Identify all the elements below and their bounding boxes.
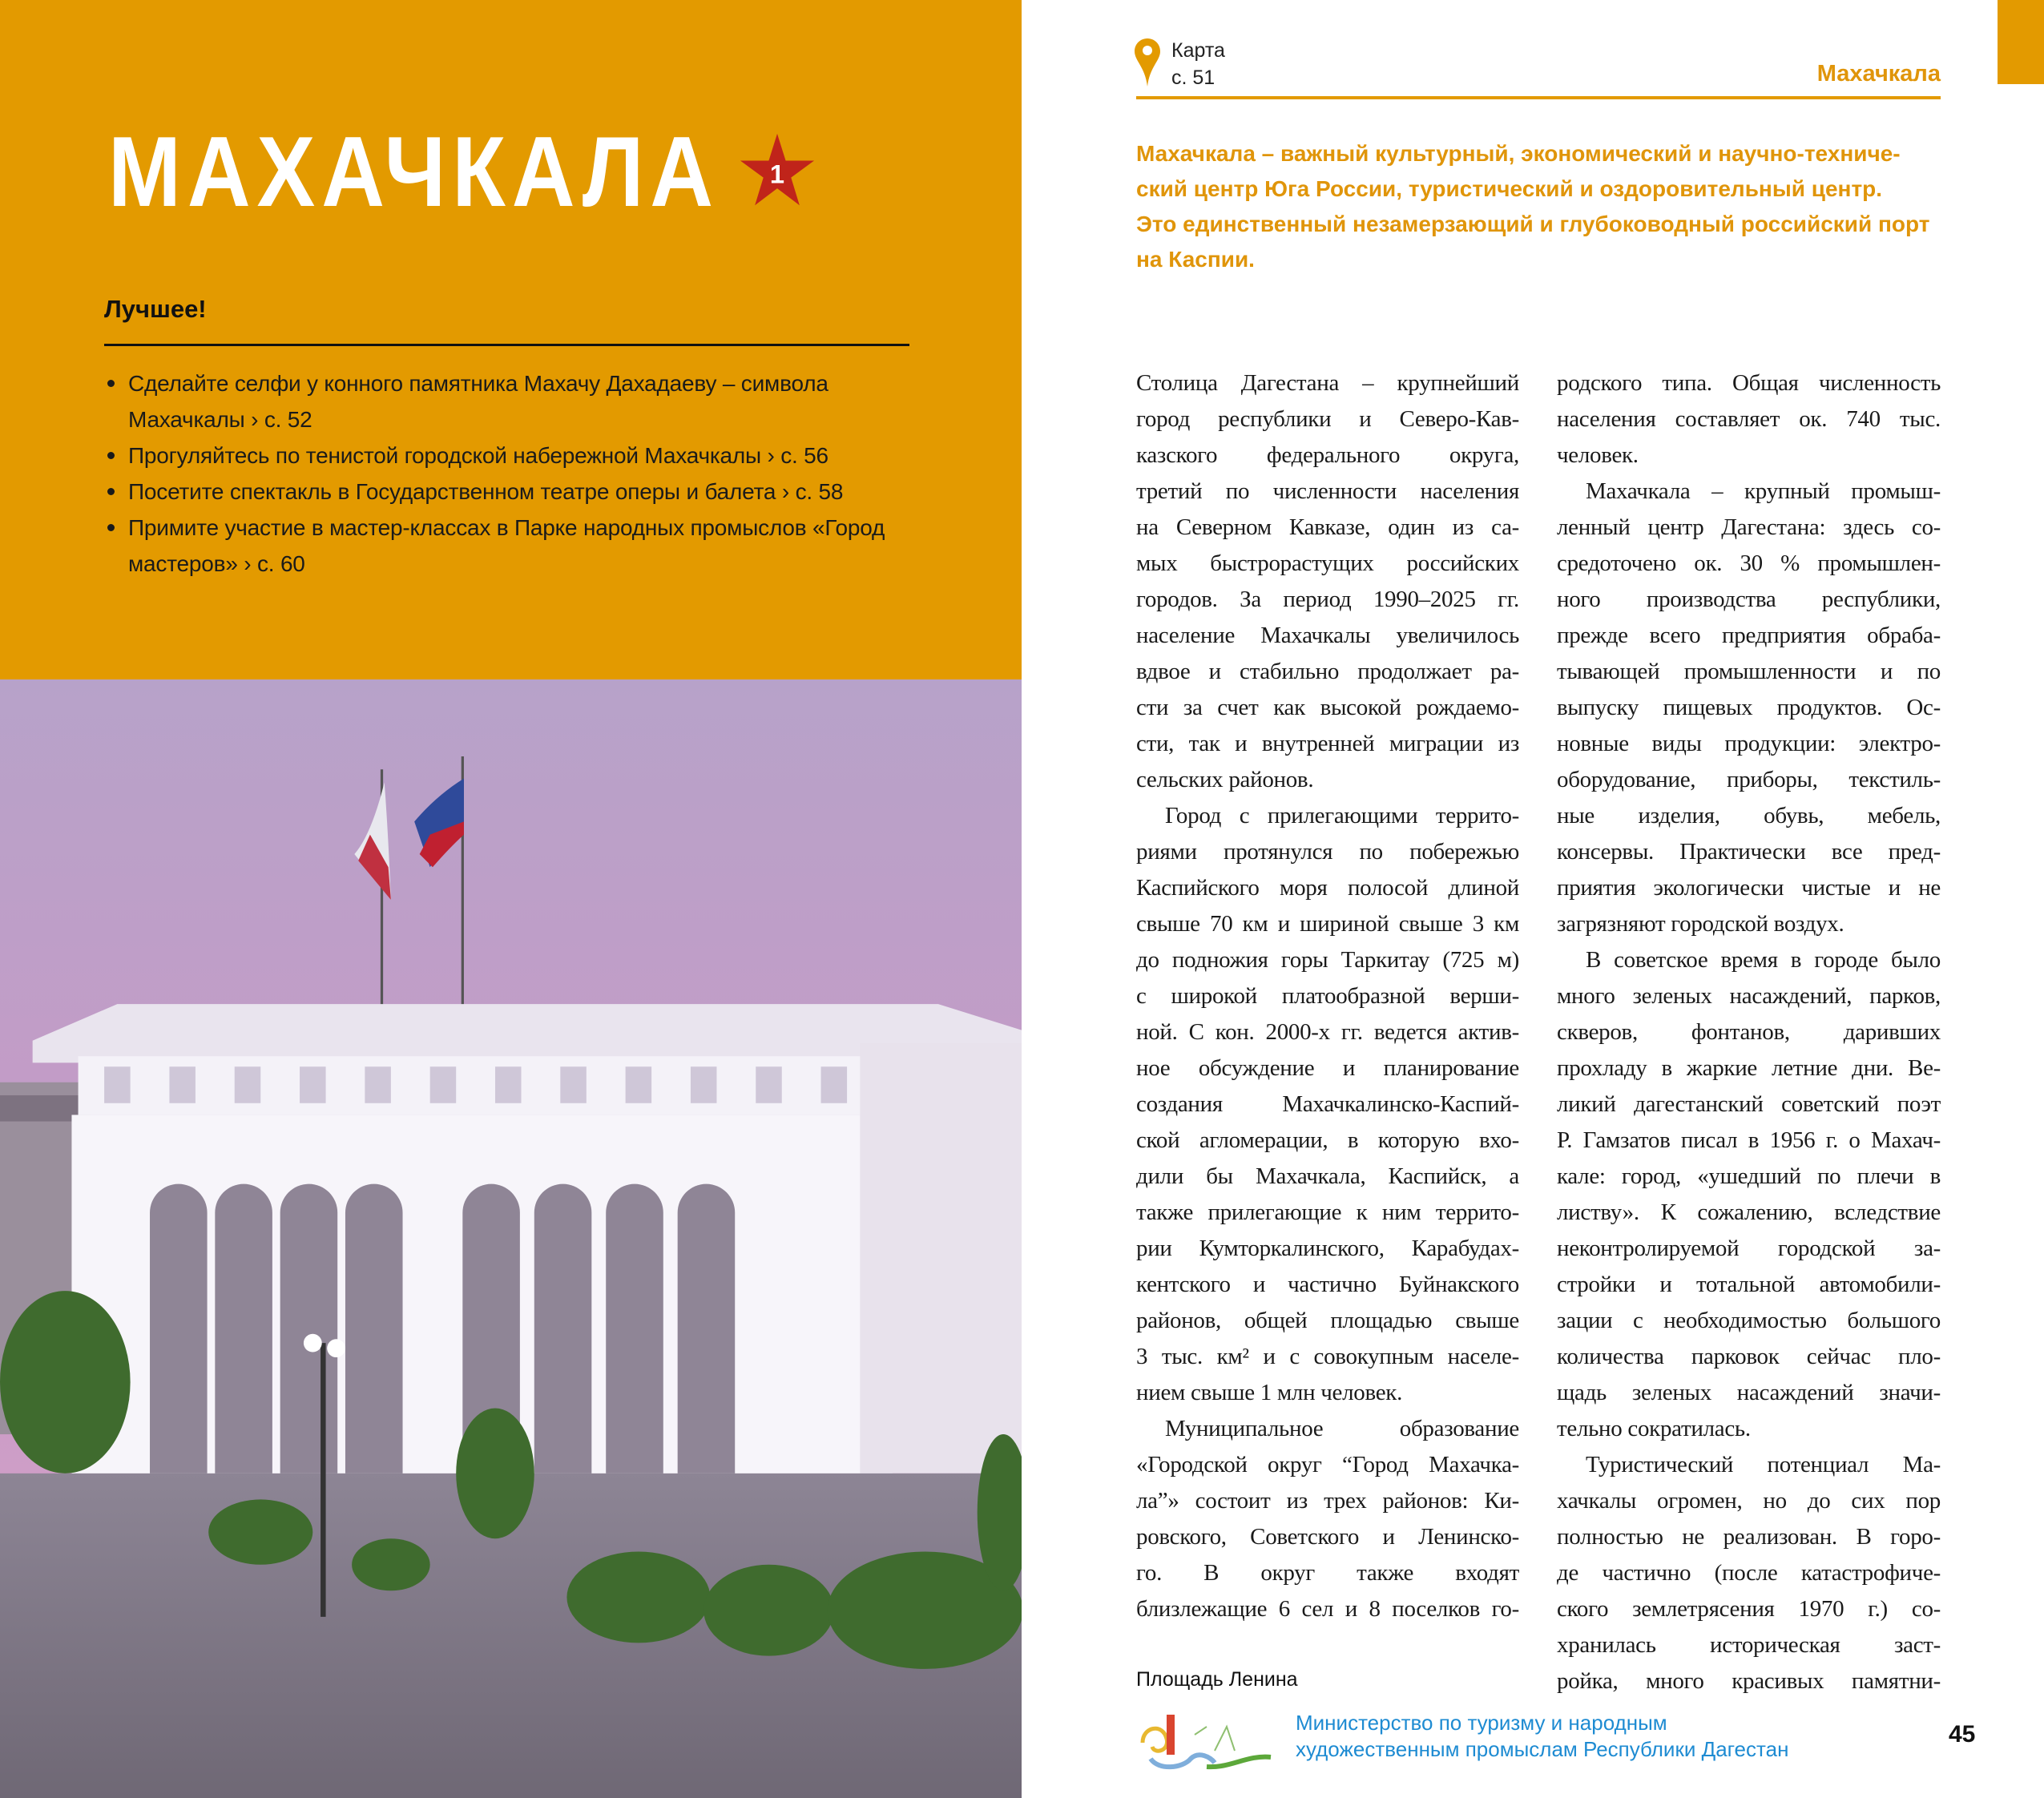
text-line: рии Кумторкалинского, Карабудах-	[1136, 1236, 1519, 1261]
text-line: на Северном Кавказе, один из са-	[1136, 514, 1519, 540]
text-line: ского землетрясения 1970 г.) со-	[1557, 1596, 1941, 1622]
best-item-text: Прогуляйтесь по тенистой городской набережной Махачкалы › с. 56	[128, 443, 828, 468]
text-line: Каспийского моря полосой длиной	[1136, 875, 1519, 901]
text-line: де частично (после катастрофиче-	[1557, 1560, 1941, 1586]
text-line: также прилегающие к ним террито-	[1136, 1199, 1519, 1225]
text-line: мых быстрорастущих российских	[1136, 550, 1519, 576]
text-line: Р. Гамзатов писал в 1956 г. о Махач-	[1557, 1127, 1941, 1153]
text-line: родского типа. Общая численность	[1557, 370, 1941, 396]
bullet-icon	[107, 524, 115, 531]
ministry-logo-icon	[1135, 1711, 1279, 1775]
paragraph	[1557, 942, 1941, 1447]
text-line: нием свыше 1 млн человек.	[1136, 1380, 1403, 1405]
text-line: количества парковок сейчас пло-	[1557, 1344, 1941, 1369]
text-line: ного производства республики,	[1557, 587, 1941, 612]
page-number: 45	[1949, 1721, 1976, 1748]
text-line: хачкалы огромен, но до сих пор	[1557, 1488, 1941, 1514]
map-page: с. 51	[1171, 67, 1216, 89]
text-line: городов. За период 1990–2025 гг.	[1136, 587, 1519, 612]
text-line: человек.	[1557, 442, 1639, 468]
text-line: ные изделия, обувь, мебель,	[1557, 803, 1941, 828]
bullet-icon	[107, 380, 115, 387]
text-line: «Городской округ “Город Махачка-	[1136, 1452, 1519, 1478]
text-line: листву». К сожалению, вследствие	[1557, 1199, 1941, 1225]
intro-line: на Каспии.	[1136, 247, 1255, 272]
text-line: свыше 70 км и шириной свыше 3 км	[1136, 911, 1519, 937]
text-line: В советское время в городе было	[1586, 947, 1941, 973]
text-line: средоточено ок. 30 % промышлен-	[1557, 550, 1941, 576]
text-line: ровского, Советского и Ленинско-	[1136, 1524, 1519, 1550]
text-line: ройка, много красивых памятни-	[1557, 1668, 1941, 1694]
text-line: районов, общей площадью свыше	[1136, 1308, 1519, 1333]
text-line: Туристический потенциал Ма-	[1586, 1452, 1941, 1478]
intro-line: Махачкала – важный культурный, экономический и научно-техниче-	[1136, 141, 1901, 166]
text-line: прохладу в жаркие летние дни. Ве-	[1557, 1055, 1941, 1081]
text-line: близлежащие 6 сел и 8 поселков го-	[1136, 1596, 1519, 1622]
text-line: приятия экологически чистые и не	[1557, 875, 1941, 901]
chapter-tab	[1998, 0, 2044, 84]
paragraph	[1136, 1411, 1519, 1627]
paragraph	[1136, 365, 1519, 798]
text-line: загрязняют городской воздух.	[1557, 911, 1844, 937]
text-line: зации с необходимостью большого	[1557, 1308, 1941, 1333]
text-line: Столица Дагестана – крупнейший	[1136, 370, 1519, 396]
text-line: оборудование, приборы, текстиль-	[1557, 767, 1941, 792]
text-line: скверов, фонтанов, даривших	[1557, 1019, 1941, 1045]
ministry-line: Министерство по туризму и народным	[1296, 1711, 1667, 1735]
text-line: сти, так и внутренней миграции из	[1136, 731, 1519, 756]
text-line: сти за счет как высокой рождаемо-	[1136, 695, 1519, 720]
star-number: 1	[769, 159, 785, 189]
text-line: ленный центр Дагестана: здесь со-	[1557, 514, 1941, 540]
text-line: сельских районов.	[1136, 767, 1314, 792]
text-line: кентского и частично Буйнакского	[1136, 1272, 1519, 1297]
text-line: вдвое и стабильно продолжает ра-	[1136, 659, 1519, 684]
text-line: ла”» состоит из трех районов: Ки-	[1136, 1488, 1519, 1514]
text-line: новные виды продукции: электро-	[1557, 731, 1941, 756]
text-line: го. В округ также входят	[1136, 1560, 1519, 1586]
text-line: риями протянулся по побережью	[1136, 839, 1519, 865]
map-reference[interactable]	[1171, 37, 1225, 91]
ministry-name	[1296, 1710, 1788, 1763]
text-column-1	[1136, 365, 1519, 1627]
text-line: тельно сократилась.	[1557, 1416, 1751, 1441]
text-line: город республики и Северо-Кав-	[1136, 406, 1519, 432]
text-line: хранилась историческая заст-	[1557, 1632, 1941, 1658]
text-line: консервы. Практически все пред-	[1557, 839, 1941, 865]
text-line: щадь зеленых насаждений значи-	[1557, 1380, 1941, 1405]
intro-lead	[1136, 136, 1941, 277]
text-line: до подножия горы Таркитау (725 м)	[1136, 947, 1519, 973]
text-line: полностью не реализован. В горо-	[1557, 1524, 1941, 1550]
text-line: 3 тыс. км² и с совокупным населе-	[1136, 1344, 1519, 1369]
text-line: ной. С кон. 2000-х гг. ведется актив-	[1136, 1019, 1519, 1045]
text-line: стройки и тотальной автомобили-	[1557, 1272, 1941, 1297]
text-line: ликий дагестанский советский поэт	[1557, 1091, 1941, 1117]
text-line: ное обсуждение и планирование	[1136, 1055, 1519, 1081]
text-line: казского федерального округа,	[1136, 442, 1519, 468]
map-pin-icon	[1135, 38, 1160, 87]
best-heading: Лучшее!	[104, 295, 207, 323]
text-line: кале: город, «ушедший по плечи в	[1557, 1163, 1941, 1189]
bullet-icon	[107, 452, 115, 459]
best-item-text: Сделайте селфи у конного памятника Махачу Дахадаеву – символа Махачкалы › с. 52	[128, 371, 828, 432]
text-line: много зеленых насаждений, парков,	[1557, 983, 1941, 1009]
intro-line: ский центр Юга России, туристический и оздоровительный центр.	[1136, 176, 1883, 201]
text-line: с широкой платообразной верши-	[1136, 983, 1519, 1009]
text-line: населения составляет ок. 740 тыс.	[1557, 406, 1941, 432]
text-line: третий по численности населения	[1136, 478, 1519, 504]
text-line: выпуску пищевых продуктов. Ос-	[1557, 695, 1941, 720]
intro-line: Это единственный незамерзающий и глубоководный российский порт	[1136, 212, 1930, 236]
text-line: Город с прилегающими террито-	[1165, 803, 1519, 828]
text-line: создания Махачкалинско-Каспий-	[1136, 1091, 1519, 1117]
photo-caption: Площадь Ленина	[1136, 1668, 1298, 1691]
best-item-text: Посетите спектакль в Государственном театре оперы и балета › с. 58	[128, 479, 844, 504]
bullet-icon	[107, 488, 115, 495]
photo-lenin-square	[0, 679, 1022, 1798]
text-line: дили бы Махачкала, Каспийск, а	[1136, 1163, 1519, 1189]
map-label: Карта	[1171, 39, 1225, 62]
paragraph	[1557, 365, 1941, 474]
text-line: Муниципальное образование	[1165, 1416, 1519, 1441]
text-line: ской агломерации, в которую вхо-	[1136, 1127, 1519, 1153]
best-item	[104, 474, 921, 510]
paragraph	[1557, 1447, 1941, 1699]
star-badge-icon	[739, 132, 816, 209]
paragraph	[1557, 474, 1941, 942]
best-list	[104, 365, 921, 582]
text-line: прежде всего предприятия обраба-	[1557, 623, 1941, 648]
page-title: МАХАЧКАЛА	[108, 117, 720, 228]
running-head: Махачкала	[1816, 61, 1941, 87]
best-item-text: Примите участие в мастер-классах в Парке народных промыслов «Город мастеров» › с. 60	[128, 515, 885, 576]
ministry-line: художественным промыслам Республики Дагестан	[1296, 1737, 1789, 1761]
best-item	[104, 510, 921, 582]
text-line: тывающей промышленности и по	[1557, 659, 1941, 684]
paragraph	[1136, 798, 1519, 1411]
best-item	[104, 365, 921, 437]
text-line: неконтролируемой городской за-	[1557, 1236, 1941, 1261]
divider	[104, 344, 909, 346]
header-divider	[1136, 96, 1941, 99]
text-line: население Махачкалы увеличилось	[1136, 623, 1519, 648]
best-item	[104, 437, 921, 474]
text-line: Махачкала – крупный промыш-	[1586, 478, 1941, 504]
text-column-2	[1557, 365, 1941, 1699]
